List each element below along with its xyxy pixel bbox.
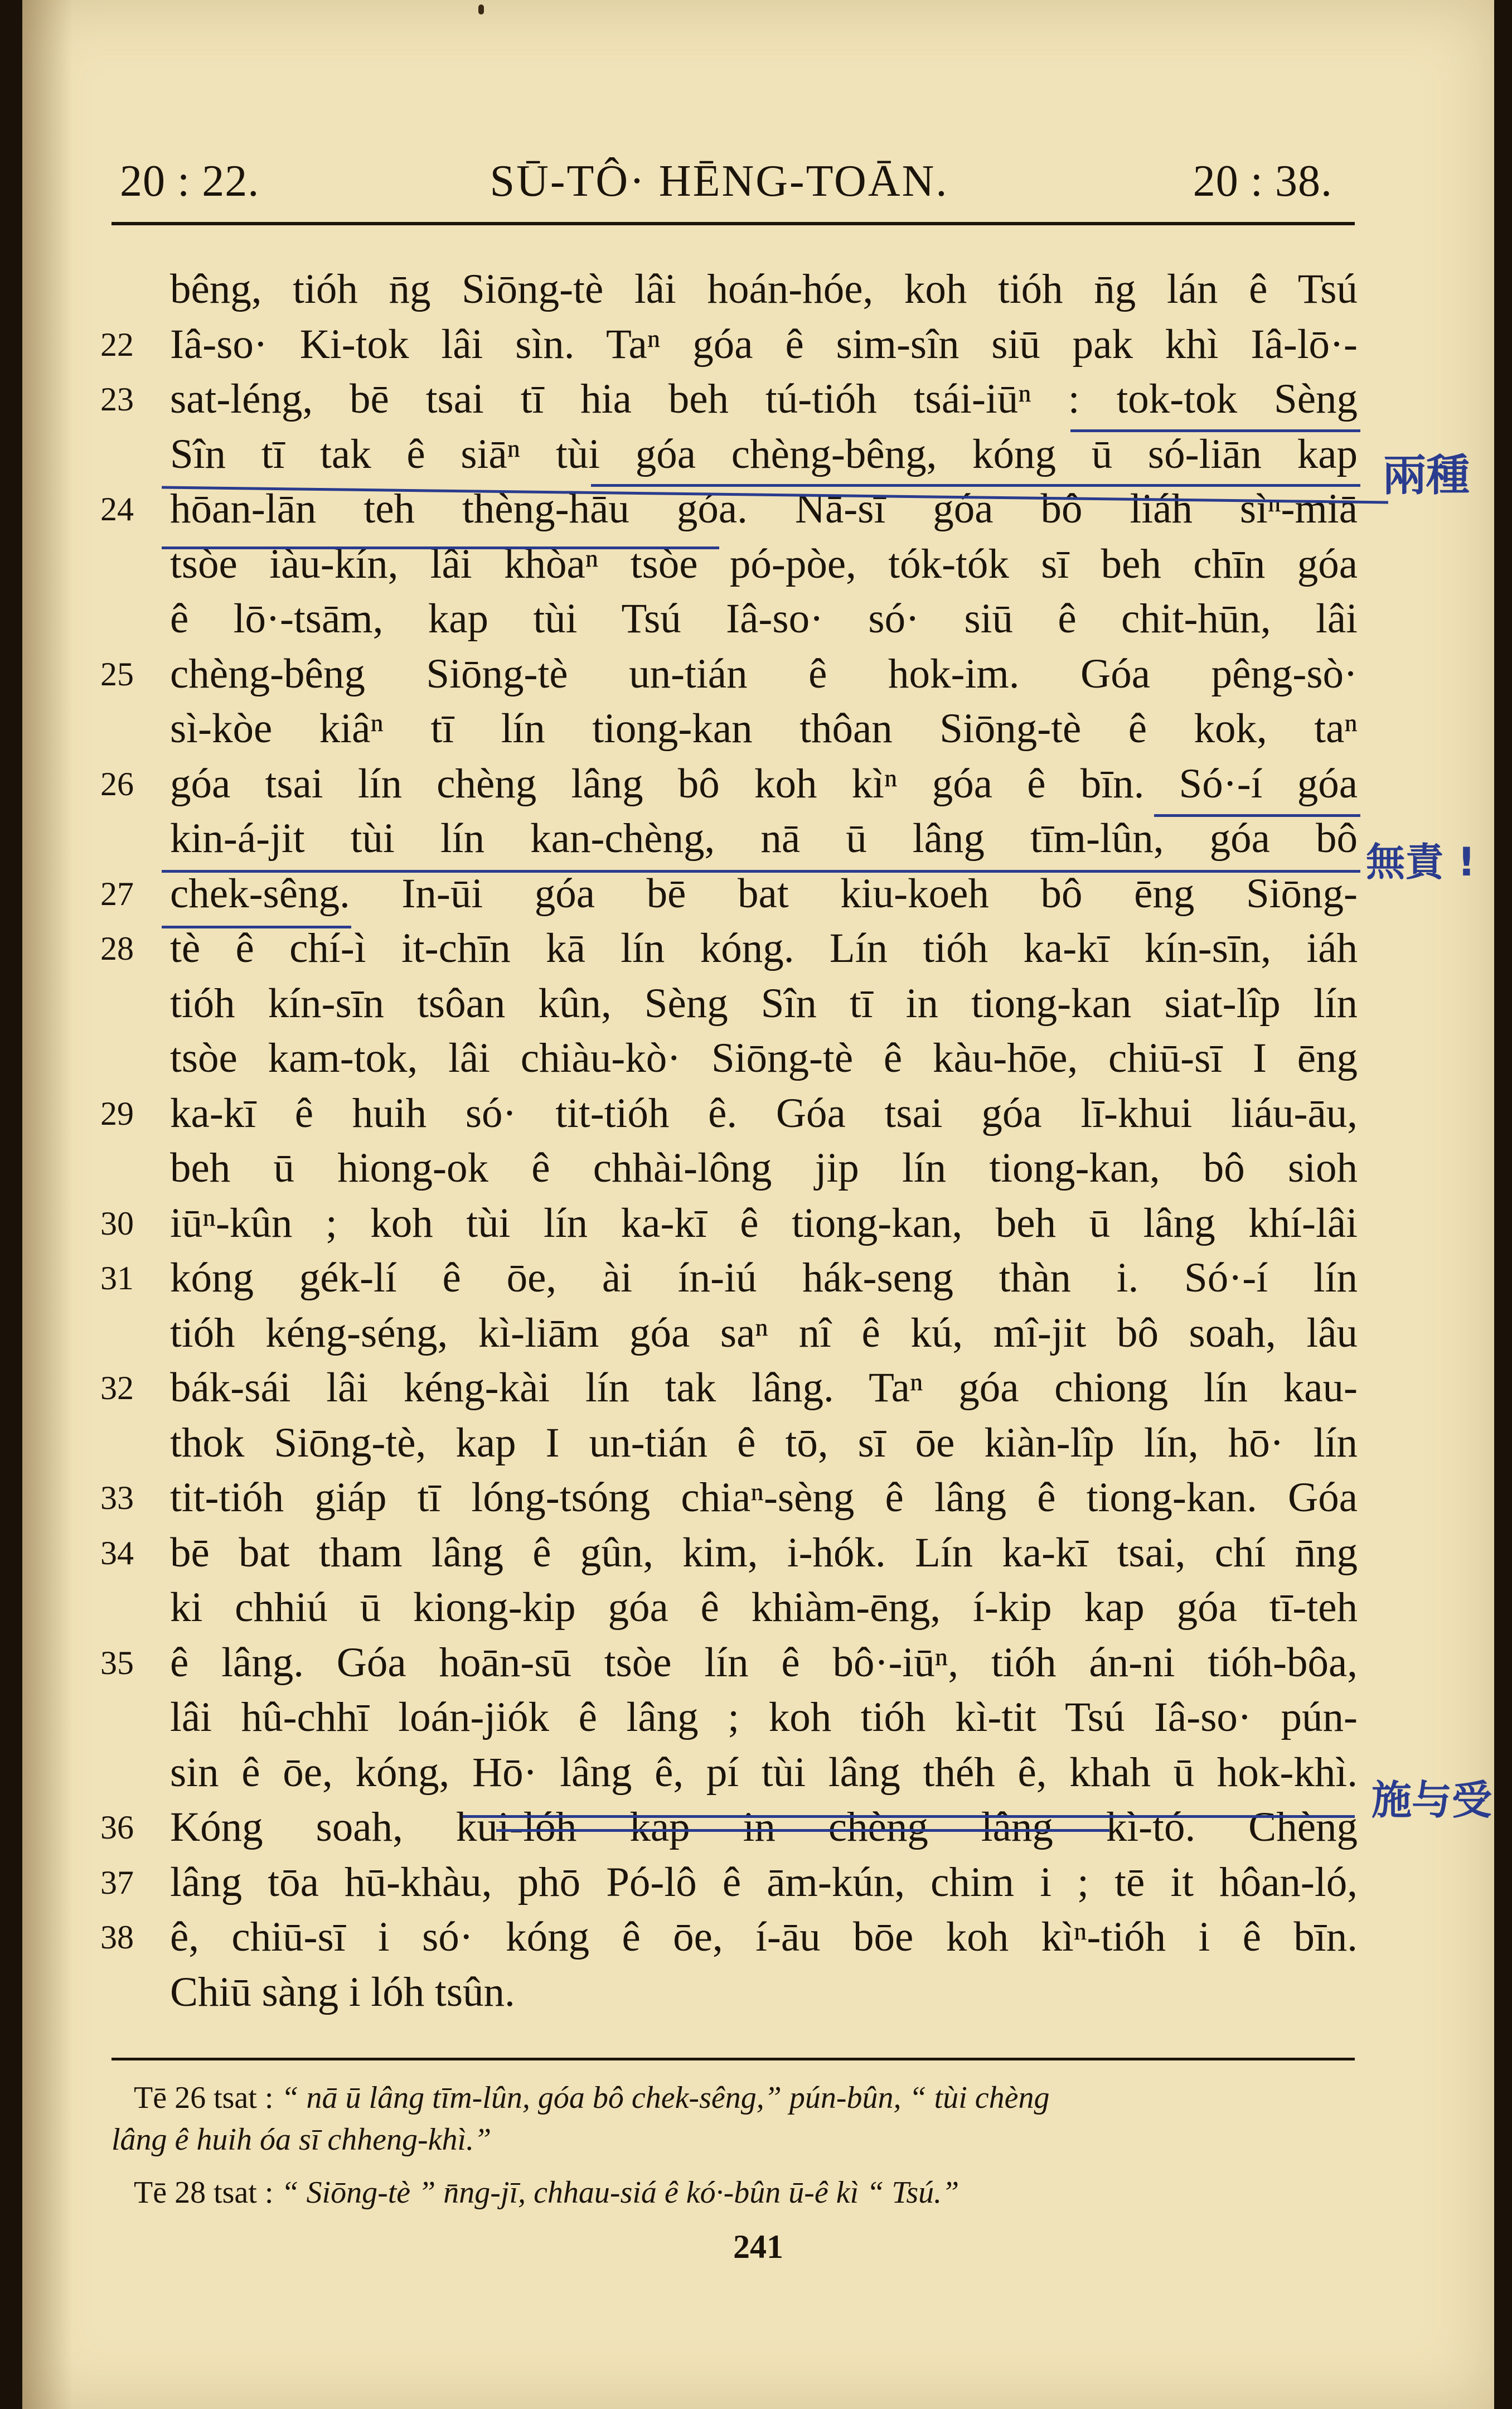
line-text: chèng-bêng Siōng-tè un-tián ê hok-im. Góa pêng-sò· [170, 650, 1358, 697]
line-text: thok Siōng-tè, kap I un-tián ê tō, sī ōe kiàn-lîp lín, hō· lín [170, 1419, 1358, 1466]
text-line [100, 1031, 1360, 1086]
text-line [100, 1306, 1360, 1361]
running-header [89, 151, 1349, 212]
text-line [100, 867, 1360, 921]
text-line [100, 1086, 1360, 1141]
line-text: bák-sái lâi kéng-kài lín tak lâng. Taⁿ góa chiong lín kau- [170, 1365, 1358, 1411]
line-text: kóng gék-lí ê ōe, ài ín-iú hák-seng thàn i. Só·-í lín [170, 1255, 1358, 1301]
book-page [22, 0, 1494, 2409]
verse-number: 32 [100, 1370, 134, 1406]
footnote-rule [112, 2058, 1355, 2060]
line-text: sì-kòe kiâⁿ tī lín tiong-kan thôan Siōng-tè ê kok, taⁿ [170, 705, 1358, 752]
line-text: Sîn tī tak ê siāⁿ tùi góa chèng-bêng, kóng ū só-liān kap [170, 430, 1358, 477]
binding-shadow [22, 0, 72, 2409]
text-line [100, 1196, 1360, 1251]
verse-number: 37 38 [100, 1864, 134, 1956]
line-text: ka-kī ê huih só· tit-tióh ê. Góa tsai góa lī-khui liáu-āu, [170, 1090, 1358, 1136]
text-line [100, 427, 1360, 482]
verse-number: 31 [100, 1260, 134, 1297]
text-line [100, 1910, 1360, 1965]
verse-number: 35 [100, 1644, 134, 1681]
pen-underline [463, 1815, 1355, 1818]
line-text: ê lâng. Góa hoān-sū tsòe lín ê bô·-iūⁿ, tióh án-ni tióh-bôa, [170, 1639, 1358, 1686]
verse-number: 22 [100, 326, 134, 363]
line-text: ki chhiú ū kiong-kip góa ê khiàm-ēng, í-kip kap góa tī-teh [170, 1584, 1358, 1631]
line-text: beh ū hiong-ok ê chhài-lông jip lín tiong-kan, bô sioh [170, 1145, 1358, 1191]
pen-underline [162, 870, 1360, 873]
header-title: SŪ-TÔ· HĒNG-TOĀN. [490, 157, 949, 206]
text-line [100, 1251, 1360, 1305]
verse-number: 24 [100, 491, 134, 528]
text-line [100, 1690, 1360, 1745]
line-text: sat-léng, bē tsai tī hia beh tú-tióh tsái-iūⁿ : tok-tok Sèng [170, 376, 1358, 422]
line-text: tióh kín-sīn tsôan kûn, Sèng Sîn tī in tiong-kan siat-lîp lín [170, 980, 1358, 1027]
line-text: tióh kéng-séng, kì-liām góa saⁿ nî ê kú, mî-jit bô soah, lâu [170, 1309, 1358, 1356]
verse-number: 28 [100, 930, 134, 967]
footnote-cont-text: lâng ê huih óa sī chheng-khì.” [112, 2122, 492, 2157]
verse-number: 25 [100, 655, 134, 693]
line-text: Kóng soah, kūi-lóh kap in chèng lâng kì-tó. Chèng [170, 1804, 1358, 1850]
line-text: bêng, tióh n̄g Siōng-tè lâi hoán-hóe, koh tióh n̄g lán ê Tsú [170, 266, 1358, 312]
verse-number: 23 [100, 381, 134, 418]
line-text: tsòe kam-tok, lâi chiàu-kò· Siōng-tè ê kàu-hōe, chiū-sī I ēng [170, 1035, 1358, 1081]
text-line [100, 976, 1360, 1031]
pen-underline [1070, 429, 1360, 432]
text-line [100, 1141, 1360, 1196]
footnote [134, 2080, 1349, 2116]
ink-speck [478, 4, 484, 14]
text-line [100, 647, 1360, 702]
line-text: Chiū sàng i lóh tsûn. [170, 1968, 515, 2015]
text-line [100, 1800, 1360, 1855]
text-line [100, 921, 1360, 976]
text-line [100, 1416, 1360, 1470]
header-left-ref: 20 : 22. [120, 157, 260, 206]
pen-underline [162, 546, 719, 549]
pen-underline [496, 1829, 1109, 1832]
text-line [100, 1745, 1360, 1800]
footnote [134, 2175, 1349, 2210]
line-text: ê, chiū-sī i só· kóng ê ōe, í-āu bōe koh kìⁿ-tióh i ê bīn. [170, 1914, 1358, 1960]
footnote-lead: Tē 28 tsat : [134, 2175, 274, 2210]
line-text: lâi hû-chhī loán-jiók ê lâng ; koh tióh kì-tit Tsú Iâ-so· pún- [170, 1694, 1358, 1740]
text-line [100, 1580, 1360, 1635]
text-line [100, 1965, 1360, 2020]
verse-number: 34 [100, 1534, 134, 1571]
text-line [100, 702, 1360, 756]
line-text: chek-sêng. In-ūi góa bē bat kiu-koeh bô ēng Siōng- [170, 870, 1358, 917]
text-line [100, 1526, 1360, 1580]
line-text: tsòe iàu-kín, lâi khòaⁿ tsòe pó-pòe, tók-tók sī beh chīn góa [170, 540, 1358, 587]
line-text: kin-á-jit tùi lín kan-chèng, nā ū lâng tīm-lûn, góa bô [170, 815, 1358, 862]
line-text: iūⁿ-kûn ; koh tùi lín ka-kī ê tiong-kan, beh ū lâng khí-lâi [170, 1199, 1358, 1246]
line-text: bē bat tham lâng ê gûn, kim, i-hók. Lín ka-kī tsai, chí n̄ng [170, 1529, 1358, 1576]
pen-underline [1154, 814, 1360, 817]
text-line [100, 537, 1360, 592]
line-text: ê lō·-tsām, kap tùi Tsú Iâ-so· só· siū ê chit-hūn, lâi [170, 596, 1358, 642]
footnote-body: “ Siōng-tè ” n̄ng-jī, chhau-siá ê kó·-bûn ū-ê kì “ Tsú.” [281, 2175, 959, 2210]
text-line [100, 1361, 1360, 1415]
pen-underline [162, 926, 351, 928]
header-rule [112, 222, 1355, 225]
line-text: sin ê ōe, kóng, Hō· lâng ê, pí tùi lâng théh ê, khah ū hok-khì. [170, 1749, 1358, 1796]
text-line [100, 317, 1360, 372]
line-text: Iâ-so· Ki-tok lâi sìn. Taⁿ góa ê sim-sîn siū pak khì Iâ-lō·- [170, 321, 1358, 367]
verse-number: 27 [100, 875, 134, 912]
page-number: 241 [733, 2228, 783, 2265]
line-text: tit-tióh giáp tī lóng-tsóng chiaⁿ-sèng ê lâng ê tiong-kan. Góa [170, 1474, 1358, 1521]
pen-underline [591, 484, 1360, 487]
line-text: tè ê chí-ì it-chīn kā lín kóng. Lín tióh ka-kī kín-sīn, iáh [170, 925, 1358, 971]
text-line [100, 262, 1360, 317]
footnote-continuation [112, 2122, 1327, 2158]
footnote-lead: Tē 26 tsat : [134, 2081, 274, 2115]
verse-number: 33 [100, 1479, 134, 1516]
line-text: hōan-lān teh thèng-hāu góa. Nā-sī góa bô liáh sìⁿ-miā [170, 486, 1358, 532]
line-text: góa tsai lín chèng lâng bô koh kìⁿ góa ê bīn. Só·-í góa [170, 760, 1358, 807]
text-line [100, 372, 1360, 427]
text-line [100, 592, 1360, 646]
margin-note: 兩種 [1383, 451, 1470, 501]
header-right-ref: 20 : 38. [1193, 157, 1332, 206]
verse-number: 30 [100, 1204, 134, 1242]
verse-number: 36 [100, 1809, 134, 1846]
verse-number: 29 [100, 1095, 134, 1132]
margin-note: 施与受 [1372, 1777, 1492, 1823]
margin-note: 無責 ! [1366, 839, 1476, 885]
verse-number: 26 [100, 765, 134, 802]
text-line [100, 1470, 1360, 1525]
text-line [100, 811, 1360, 866]
line-text: lâng tōa hū-khàu, phō Pó-lô ê ām-kún, chim i ; tē it hôan-ló, [170, 1859, 1358, 1905]
text-line [100, 1636, 1360, 1690]
text-line [100, 757, 1360, 811]
footnote-body: “ nā ū lâng tīm-lûn, góa bô chek-sêng,” pún-bûn, “ tùi chèng [281, 2081, 1050, 2115]
